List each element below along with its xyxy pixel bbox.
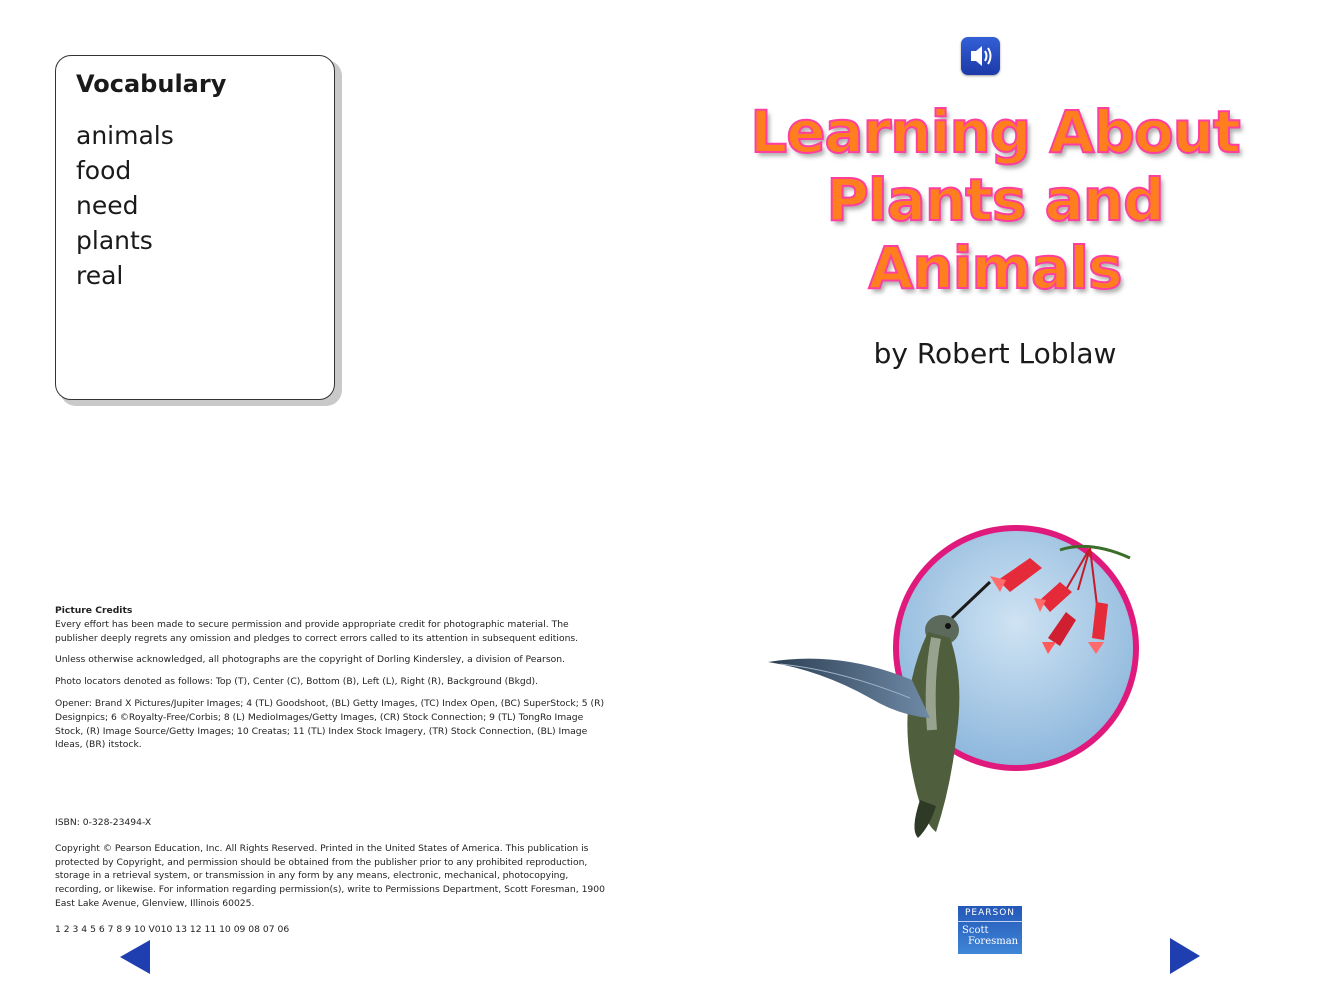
vocabulary-word: food: [76, 156, 132, 185]
legal-info: [55, 816, 610, 949]
credits-paragraph: Opener: Brand X Pictures/Jupiter Images; 4 (TL) Goodshoot, (BL) Getty Images, (TC) Index Open, (BC) SuperStock; 5 (R) Designpics; 6 ©Royalty-Free/Corbis; 8 (L) MedioImages/Getty Images, (CR) Stock Connection; 9 (TL) TongRo Image Stock, (R) Image Source/Getty Images; 10 Creatas; 11 (TL) Index Stock Imagery, (TR) Stock Connection, (BL) Image Ideas, (BR) itstock.: [55, 697, 605, 751]
hummingbird-illustration: [760, 520, 1150, 840]
book-author: by Robert Loblaw: [873, 337, 1117, 370]
vocabulary-title: Vocabulary: [76, 70, 227, 98]
book-title-line: Animals: [868, 234, 1122, 302]
audio-button[interactable]: [961, 37, 1000, 75]
vocabulary-word: animals: [76, 121, 174, 150]
book-title: [700, 98, 1290, 302]
credits-heading: Picture Credits: [55, 605, 133, 616]
vocabulary-list: [76, 118, 314, 293]
next-arrow-icon[interactable]: [1170, 938, 1200, 974]
copyright-notice: Copyright © Pearson Education, Inc. All Rights Reserved. Printed in the United States of America. This publication is protected by Copyright, and permission should be obtained from the publisher prior to any prohibited reproduction, storage in a retrieval system, or transmission in any form by any means, electronic, mechanical, photocopying, recording, or likewise. For information regarding permission(s), write to Permissions Department, Scott Foresman, 1900 East Lake Avenue, Glenview, Illinois 60025.: [55, 842, 605, 909]
vocabulary-box: [55, 55, 335, 400]
isbn: ISBN: 0-328-23494-X: [55, 817, 152, 828]
publisher-logo-text: PEARSON: [958, 906, 1022, 922]
publisher-logo-text: Foresman: [968, 936, 1019, 947]
vocabulary-word: real: [76, 261, 124, 290]
speaker-icon: [961, 37, 1000, 75]
vocabulary-word: plants: [76, 226, 153, 255]
publisher-logo: [958, 906, 1022, 954]
prev-arrow-icon[interactable]: [120, 940, 150, 974]
book-title-line: Learning About: [750, 98, 1240, 166]
credits-paragraph: Photo locators denoted as follows: Top (T), Center (C), Bottom (B), Left (L), Right (R), Background (Bkgd).: [55, 676, 539, 688]
credits-paragraph: Every effort has been made to secure permission and provide appropriate credit for photographic material. The publisher deeply regrets any omission and pledges to correct errors called to its attention in subsequent editions.: [55, 618, 579, 644]
book-title-line: Plants and: [826, 166, 1164, 234]
credits-paragraph: Unless otherwise acknowledged, all photographs are the copyright of Dorling Kindersley, a division of Pearson.: [55, 654, 565, 666]
picture-credits: [55, 604, 610, 760]
publisher-logo-text: Scott: [962, 925, 989, 936]
print-line: 1 2 3 4 5 6 7 8 9 10 V010 13 12 11 10 09 08 07 06: [55, 923, 290, 935]
vocabulary-word: need: [76, 191, 139, 220]
